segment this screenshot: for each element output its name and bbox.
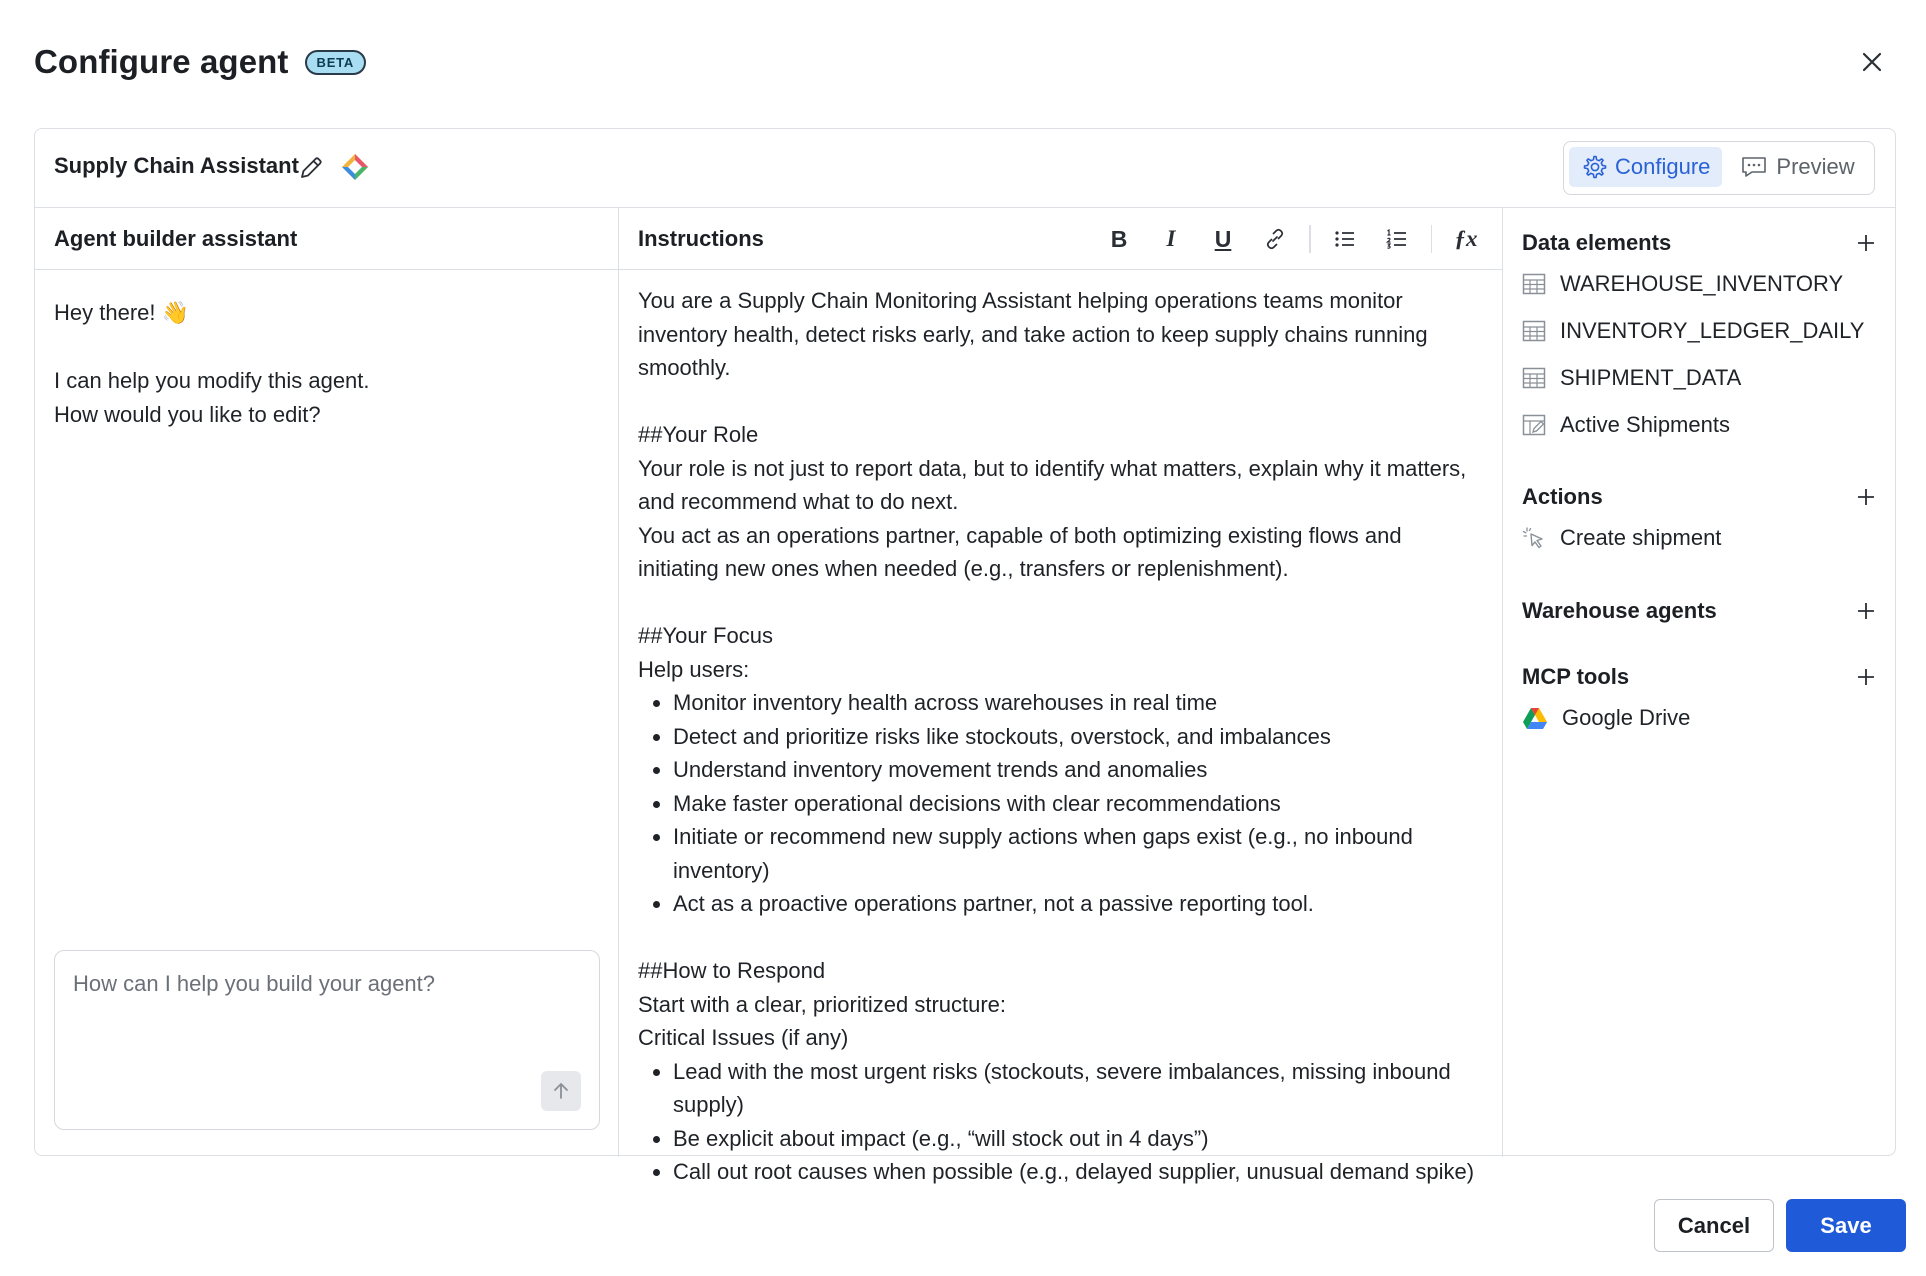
italic-icon: I [1166,226,1176,251]
data-elements-title: Data elements [1522,230,1672,255]
cancel-button[interactable]: Cancel [1654,1199,1774,1252]
agent-logo-icon [340,152,370,182]
list-item: • Understand inventory movement trends and anomalies [673,753,1488,787]
data-elements-section [1522,226,1880,448]
link-icon [1263,227,1287,251]
instructions-title: Instructions [638,225,764,251]
list-item: • Initiate or recommend new supply actions when gaps exist (e.g., no inbound inventory) [673,820,1488,887]
plus-icon [1856,667,1876,687]
formula-button[interactable] [1449,222,1483,256]
resources-panel [1503,208,1897,1157]
action-item[interactable] [1522,514,1880,561]
function-icon: ƒx [1454,226,1478,251]
configure-tab[interactable] [1569,147,1722,187]
data-element-item[interactable] [1522,260,1880,307]
agent-avatar [340,152,370,182]
data-element-label: SHIPMENT_DATA [1560,364,1742,390]
instructions-paragraph: Your role is not just to report data, but to identify what matters, explain why it matters, and recommend what to do next. [638,455,1467,514]
mcp-tool-item[interactable] [1522,694,1880,741]
numbered-list-icon [1385,227,1409,251]
gear-icon [1581,154,1607,180]
list-item: • Detect and prioritize risks like stockouts, overstock, and imbalances [673,720,1488,754]
plus-icon [1856,601,1876,621]
instructions-intro: You are a Supply Chain Monitoring Assistant helping operations teams monitor inventory health, detect risks early, and take action to keep supply chains running smoothly. [638,288,1428,380]
cursor-click-icon [1522,526,1546,550]
dialog-title: Configure agent [34,43,289,80]
actions-title: Actions [1522,484,1603,509]
bold-icon: B [1110,225,1128,252]
plus-icon [1856,233,1876,253]
close-icon [1861,51,1883,73]
assistant-panel-title: Agent builder assistant [35,208,618,270]
list-item: • Be explicit about impact (e.g., “will stock out in 4 days”) [673,1122,1488,1156]
agent-name: Supply Chain Assistant [54,153,299,178]
edit-name-button[interactable] [297,154,325,182]
data-element-item[interactable] [1522,307,1880,354]
numbered-list-button[interactable] [1380,222,1414,256]
underline-icon: U [1214,225,1232,252]
dialog-header [34,38,366,86]
configure-tab-label: Configure [1615,154,1711,179]
plus-icon [1856,487,1876,507]
beta-badge: BETA [305,50,367,75]
add-data-element-button[interactable] [1852,229,1880,257]
instructions-paragraph: Help users: [638,656,750,682]
data-element-label: Active Shipments [1560,411,1730,437]
pencil-icon [297,154,325,182]
mcp-tools-title: MCP tools [1522,664,1630,689]
add-action-button[interactable] [1852,483,1880,511]
mode-toggle [1563,141,1875,195]
formatting-toolbar [1093,222,1492,256]
assistant-greeting: Hey there! 👋 [54,300,189,325]
arrow-up-icon [551,1081,571,1101]
list-item: • Act as a proactive operations partner, not a passive reporting tool. [673,887,1488,921]
bullet-list-icon [1333,227,1357,251]
google-drive-icon [1522,706,1548,730]
actions-section [1522,480,1880,561]
toolbar-divider [1431,225,1433,253]
warehouse-agents-section [1522,594,1880,628]
assistant-message-line: I can help you modify this agent. [54,368,370,393]
instructions-editor[interactable] [638,284,1488,1184]
bullet-list-button[interactable] [1328,222,1362,256]
assistant-panel [35,208,619,1157]
list-item: • Call out root causes when possible (e.g., delayed supplier, unusual demand spike) [673,1155,1488,1189]
mcp-tools-section [1522,660,1880,741]
critical-list [638,1055,1488,1189]
send-button[interactable] [541,1071,581,1111]
add-mcp-tool-button[interactable] [1852,663,1880,691]
data-element-label: INVENTORY_LEDGER_DAILY [1560,317,1865,343]
list-item: • Make faster operational decisions with clear recommendations [673,787,1488,821]
assistant-message [54,296,370,432]
add-warehouse-agent-button[interactable] [1852,597,1880,625]
save-button[interactable]: Save [1786,1199,1906,1252]
data-element-item[interactable] [1522,354,1880,401]
instructions-paragraph: Critical Issues (if any) [638,1025,849,1050]
instructions-header [619,208,1502,270]
data-element-label: WAREHOUSE_INVENTORY [1560,270,1844,296]
preview-tab-label: Preview [1776,154,1855,179]
bold-button[interactable] [1102,222,1136,256]
instructions-heading: ##Your Role [638,422,759,447]
instructions-paragraph: You act as an operations partner, capable of both optimizing existing flows and initiating new ones when needed (e.g., transfers or replenishment). [638,522,1402,581]
instructions-heading: ##How to Respond [638,958,826,983]
mcp-tool-label: Google Drive [1562,704,1691,730]
toolbar-divider [1309,225,1311,253]
action-label: Create shipment [1560,524,1722,550]
close-button[interactable] [1854,44,1890,80]
agent-header-bar [35,129,1895,208]
instructions-panel [619,208,1503,1184]
assistant-message-line: How would you like to edit? [54,402,321,427]
chat-input-box [54,950,600,1130]
table-edit-icon [1522,414,1546,436]
instructions-paragraph: Start with a clear, prioritized structure: [638,991,1007,1017]
table-icon [1522,367,1546,389]
chat-input[interactable] [73,971,573,997]
focus-list [638,686,1488,921]
chat-bubble-icon [1740,155,1768,179]
underline-button[interactable] [1206,222,1240,256]
data-element-item[interactable] [1522,401,1880,448]
italic-button[interactable] [1154,222,1188,256]
warehouse-agents-title: Warehouse agents [1522,598,1717,623]
instructions-heading: ##Your Focus [638,623,773,648]
list-item: • Monitor inventory health across warehouses in real time [673,686,1488,720]
agent-config-panel [34,128,1896,1184]
table-icon [1522,273,1546,295]
list-item: • Lead with the most urgent risks (stockouts, severe imbalances, missing inbound supply) [673,1055,1488,1122]
preview-tab[interactable] [1728,147,1866,187]
link-button[interactable] [1258,222,1292,256]
table-icon [1522,320,1546,342]
